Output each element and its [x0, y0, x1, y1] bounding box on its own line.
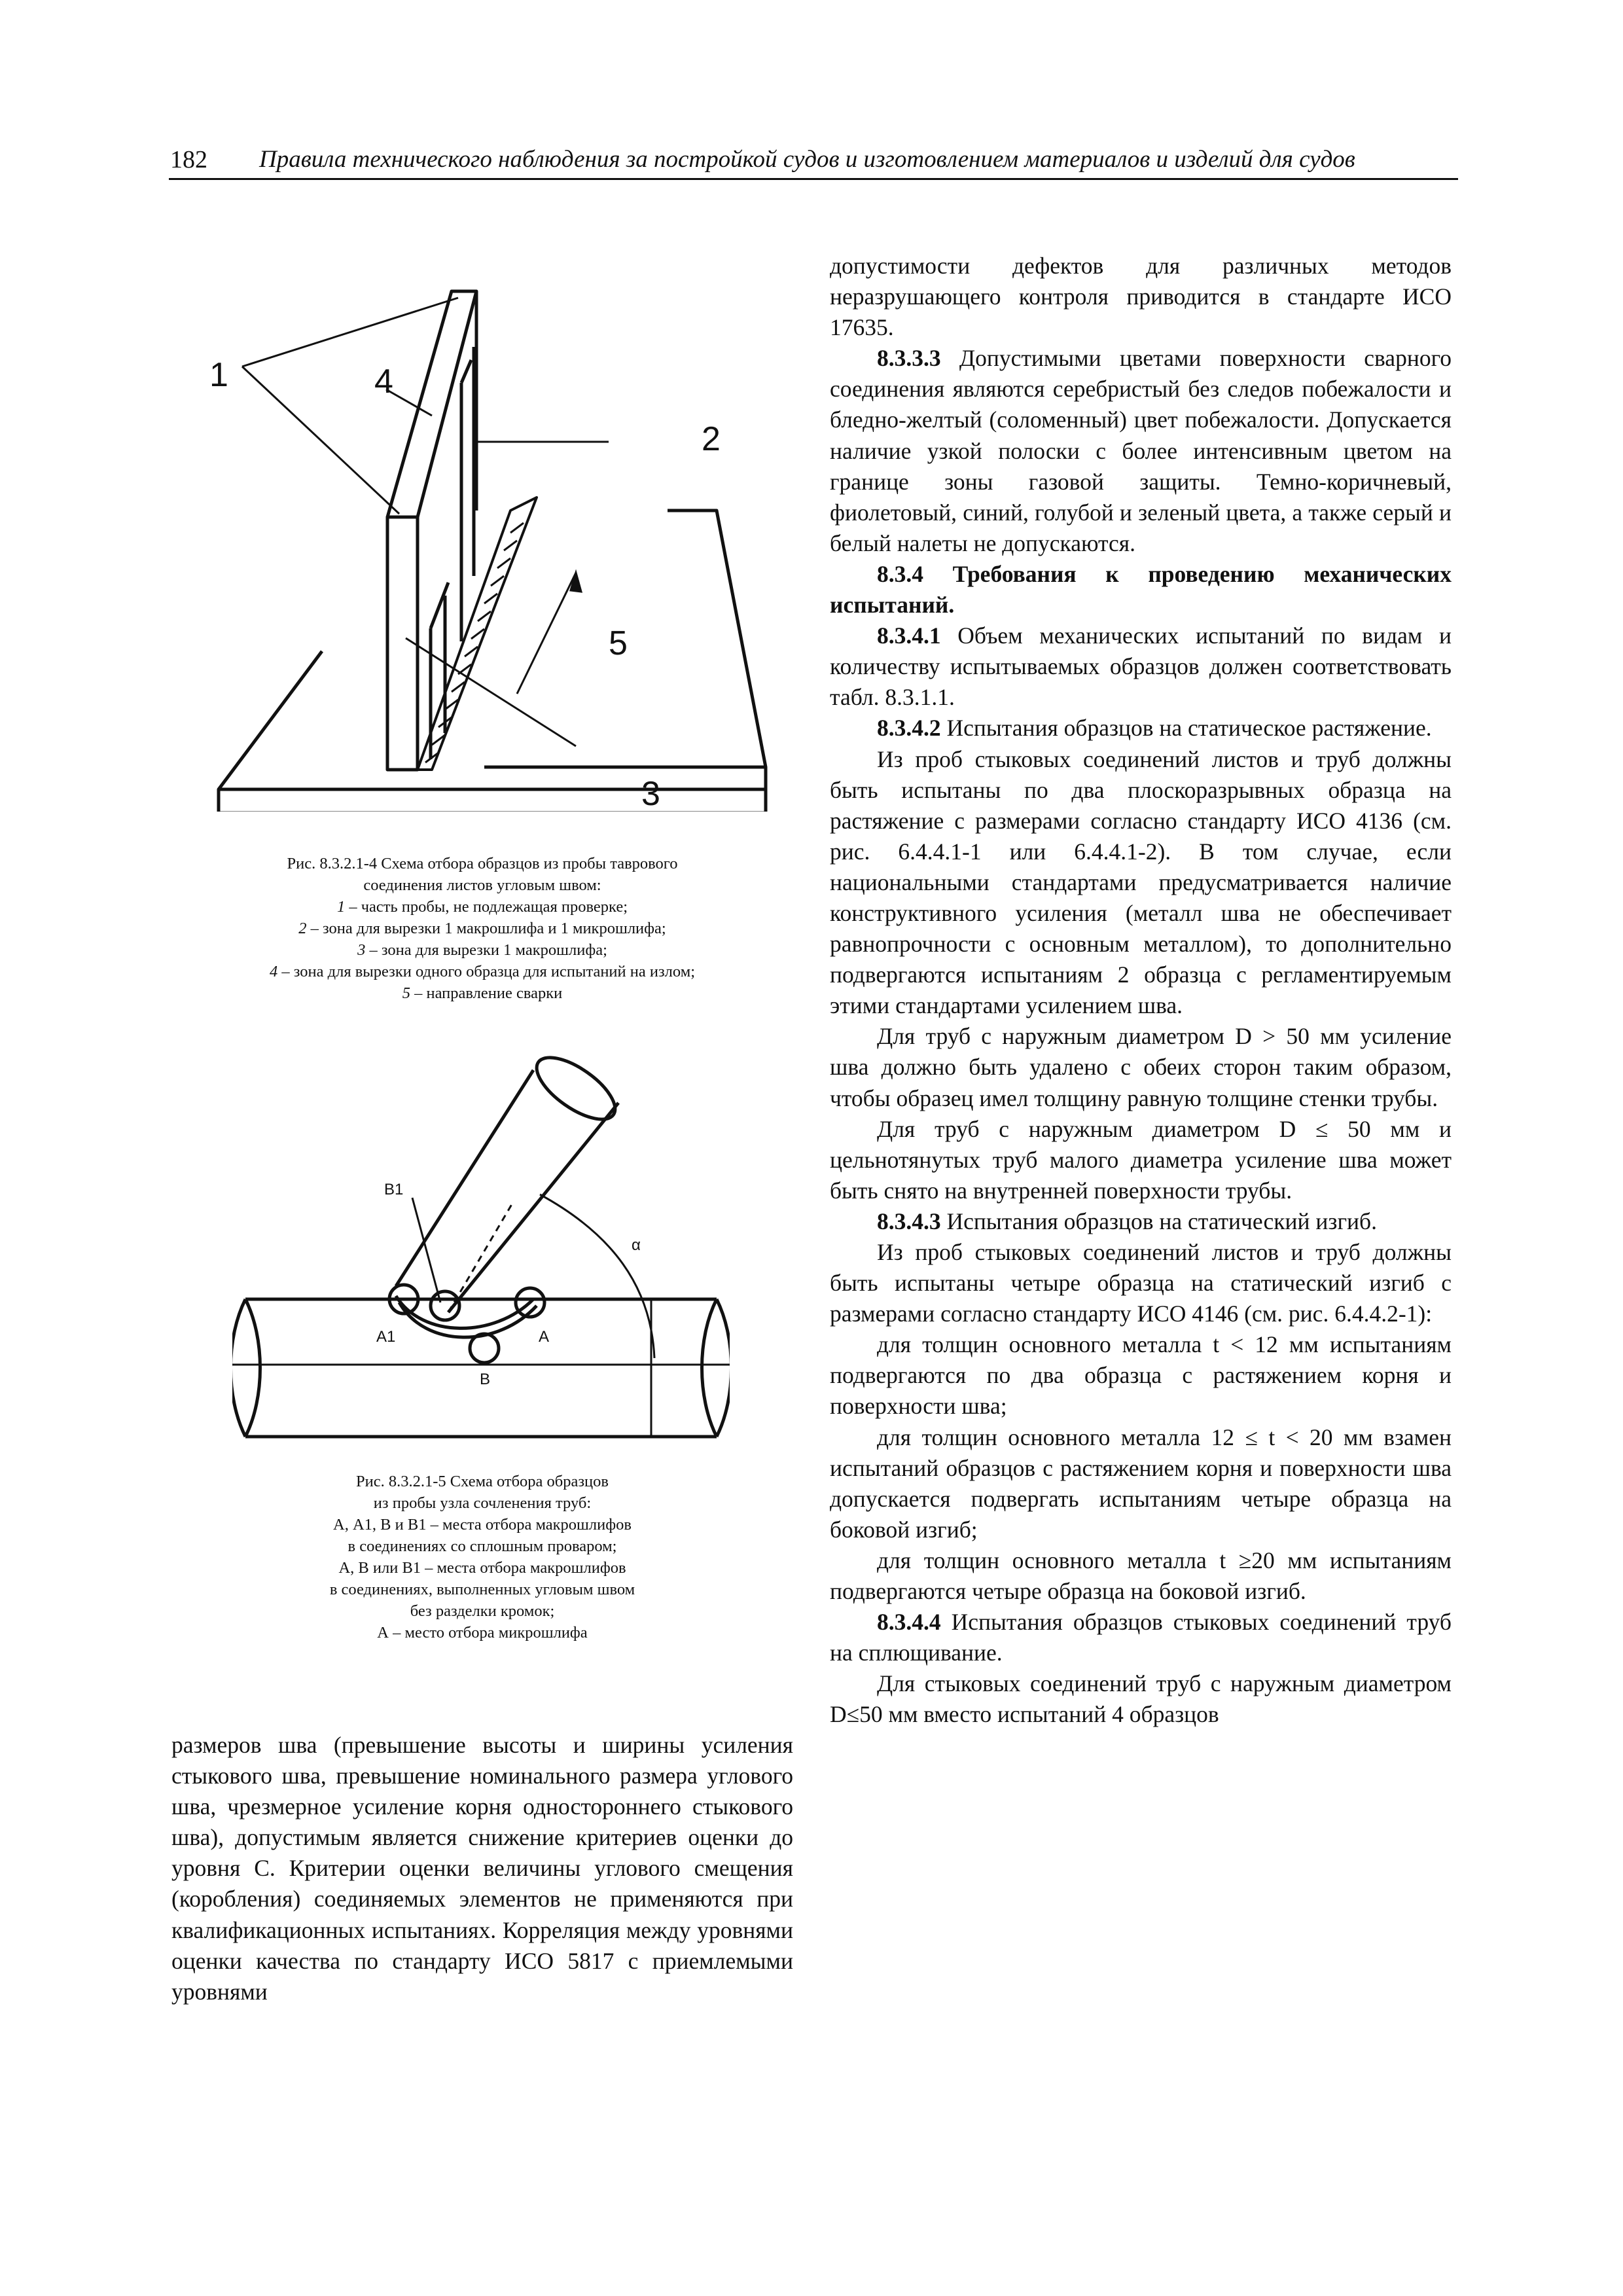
paragraph: 8.3.3.3 Допустимыми цветами поверхности сварного соединения являются серебристый без следов побежалости и бледно-желтый (соломенный) цвет побежалости. Допускается наличие узкой полоски с более интенсивным цветом на границе зоны газовой защиты. Темно-коричневый, фиолетовый, синий, голубой и зеленый цвета, а также серый и белый налеты не допускаются. — [830, 345, 1452, 556]
paragraph: размеров шва (превышение высоты и ширины усиления стыкового шва, превышение номинального размера углового шва, чрезмерное усиление корня одностороннего стыкового шва), допустимым является снижение критериев оценки до уровня С. Критерии оценки величины углового смещения (коробления) соединяемых элементов не применяются при квалификационных испытаниях. Корреляция между уровнями оценки качества по стандарту ИСО 5817 с приемлемыми уровнями — [171, 1732, 793, 2005]
figure1-caption — [171, 853, 793, 1004]
running-title: Правила технического наблюдения за постройкой судов и изготовлением материалов и изделий для судов — [259, 146, 1355, 173]
paragraph: 8.3.4.2 Испытания образцов на статическое растяжение. — [877, 715, 1432, 742]
base-plate — [219, 789, 766, 812]
caption-line: Рис. 8.3.2.1-5 Схема отбора образцов — [355, 1473, 609, 1490]
paragraph: для толщин основного металла t < 12 мм испытаниям подвергаются по два образца с растяжением корня и поверхности шва; — [830, 1331, 1452, 1420]
caption-line: 3 – зона для вырезки 1 макрошлифа; — [357, 941, 607, 959]
caption-line: 2 – зона для вырезки 1 макрошлифа и 1 микрошлифа; — [298, 920, 666, 937]
fig1-label-3: 3 — [641, 775, 660, 812]
left-column-text — [171, 1730, 793, 2007]
caption-line: в соединениях со сплошным проваром; — [348, 1537, 617, 1555]
paragraph: допустимости дефектов для различных методов неразрушающего контроля приводится в стандарте ИСО 17635. — [830, 253, 1452, 341]
caption-line: соединения листов угловым швом: — [363, 876, 601, 894]
paragraph: Для труб с наружным диаметром D ≤ 50 мм и цельнотянутых труб малого диаметра усиление шва может быть снято на внутренней поверхности трубы. — [830, 1115, 1452, 1204]
fig2-label-alpha: α — [632, 1236, 641, 1254]
caption-line: 5 – направление сварки — [402, 984, 563, 1002]
paragraph: Для труб с наружным диаметром D > 50 мм усиление шва должно быть удалено с обеих сторон таким образом, чтобы образец имел толщину равную толщине стенки трубы. — [830, 1023, 1452, 1111]
paragraph: для толщин основного металла 12 ≤ t < 20 мм взамен испытаний образцов с растяжением корня и поверхности шва допускается подвергать испытаниям четыре образца на боковой изгиб; — [830, 1424, 1452, 1543]
fig2-label-a1: A1 — [376, 1328, 396, 1346]
fig1-label-5: 5 — [609, 624, 628, 662]
fig1-label-1: 1 — [209, 356, 228, 394]
fig2-label-b: B — [480, 1371, 491, 1388]
right-column-text — [830, 251, 1452, 1731]
paragraph: для толщин основного металла t ≥20 мм испытаниям подвергаются четыре образца на боковой изгиб. — [830, 1547, 1452, 1605]
caption-line: в соединениях, выполненных угловым швом — [329, 1581, 635, 1598]
branch-pipe-left — [396, 1070, 533, 1286]
paragraph: Из проб стыковых соединений листов и труб должны быть испытаны по два плоскоразрывных образца на растяжение с размерами согласно стандарту ИСО 4136 (см. рис. 6.4.4.1-1 или 6.4.4.1-2). В том случае, если национальными стандартами предусматривается наличие конструктивного усиления (металл шва не обеспечивает равнопрочности с основным металлом), то дополнительно подвергаются испытаниям 2 образца с регламентируемым этими стандартами усилением шва. — [830, 745, 1452, 1019]
figure-t-joint — [209, 275, 772, 812]
paragraph: Из проб стыковых соединений листов и труб должны быть испытаны четыре образца на статический изгиб с размерами согласно стандарту ИСО 4146 (см. рис. 6.4.4.2-1): — [830, 1239, 1452, 1327]
fig1-label-4: 4 — [374, 363, 393, 401]
caption-line: без разделки кромок; — [410, 1602, 555, 1620]
fig2-label-b1: B1 — [384, 1181, 404, 1198]
section-heading: 8.3.4 Требования к проведению механических испытаний. — [830, 560, 1452, 619]
branch-pipe-right — [448, 1103, 618, 1312]
paragraph: 8.3.4.4 Испытания образцов стыковых соединений труб на сплющивание. — [830, 1609, 1452, 1666]
caption-line: 1 – часть пробы, не подлежащая проверке; — [336, 898, 628, 916]
page-header — [169, 145, 1458, 180]
caption-line: А, А1, В и В1 – места отбора макрошлифов — [333, 1516, 632, 1534]
paragraph: 8.3.4.3 Испытания образцов на статический изгиб. — [877, 1208, 1377, 1234]
figure-pipe-junction — [232, 1050, 730, 1456]
fig1-label-2: 2 — [702, 420, 721, 458]
caption-line: А, В или В1 – места отбора макрошлифов — [338, 1559, 626, 1577]
figure2-caption — [171, 1471, 793, 1643]
caption-line: 4 – зона для вырезки одного образца для испытаний на излом; — [269, 963, 695, 980]
caption-line: из пробы узла сочленения труб: — [373, 1494, 592, 1512]
paragraph: 8.3.4.1 Объем механических испытаний по видам и количеству испытываемых образцов должен соответствовать табл. 8.3.1.1. — [830, 622, 1452, 711]
paragraph: Для стыковых соединений труб с наружным диаметром D≤50 мм вместо испытаний 4 образцов — [830, 1670, 1452, 1728]
caption-line: А – место отбора микрошлифа — [377, 1624, 588, 1641]
page-number: 182 — [170, 146, 207, 173]
fig2-label-a: A — [539, 1328, 550, 1346]
caption-line: Рис. 8.3.2.1-4 Схема отбора образцов из пробы таврового — [287, 855, 678, 872]
